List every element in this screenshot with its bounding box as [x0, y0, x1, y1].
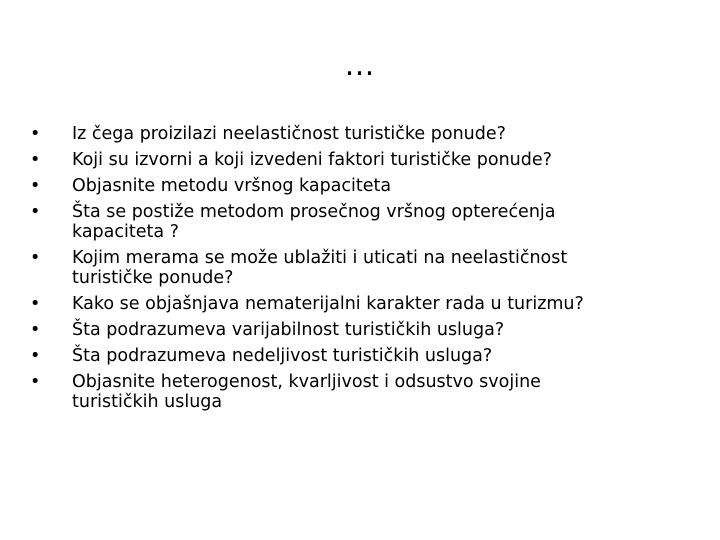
bullet-item	[0, 320, 700, 340]
bullet-text-continuation: turističke ponude?	[72, 268, 234, 288]
slide-title: …	[344, 48, 376, 83]
bullet-item	[0, 150, 700, 170]
bullet-text: • Šta podrazumeva nedeljivost turističkih usluga?	[72, 346, 493, 366]
bullet-text: • Koji su izvorni a koji izvedeni faktori turističke ponude?	[72, 150, 552, 170]
bullet-list	[0, 124, 700, 418]
bullet-text: • Kako se objašnjava nematerijalni karakter rada u turizmu?	[72, 294, 584, 314]
bullet-item	[0, 176, 700, 196]
bullet-text: • Šta podrazumeva varijabilnost turističkih usluga?	[72, 320, 505, 340]
bullet-text: • Objasnite heterogenost, kvarljivost i odsustvo svojine	[72, 372, 541, 392]
bullet-text-continuation: turističkih usluga	[72, 392, 223, 412]
bullet-item	[0, 372, 700, 412]
bullet-text: • Iz čega proizilazi neelastičnost turističke ponude?	[72, 124, 506, 144]
bullet-item	[0, 248, 700, 288]
bullet-item	[0, 202, 700, 242]
bullet-text: • Kojim merama se može ublažiti i uticati na neelastičnost	[72, 248, 568, 268]
bullet-item	[0, 294, 700, 314]
bullet-text: • Šta se postiže metodom prosečnog vršnog opterećenja	[72, 202, 556, 222]
bullet-text: • Objasnite metodu vršnog kapaciteta	[72, 176, 392, 196]
bullet-item	[0, 124, 700, 144]
bullet-text-continuation: kapaciteta ?	[72, 222, 179, 242]
bullet-item	[0, 346, 700, 366]
